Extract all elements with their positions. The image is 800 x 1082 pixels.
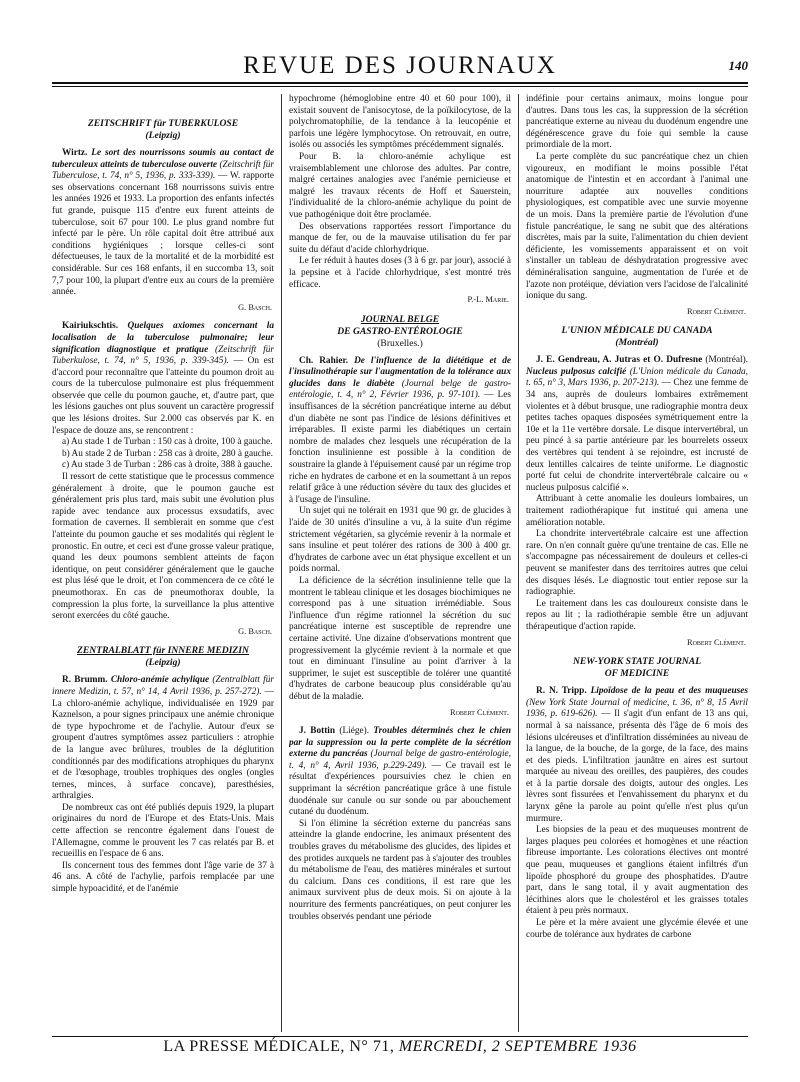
citation: (Zeitschrift für Tuberculose, t. 74, n° 5, 1936, p. 333-339). [52, 159, 274, 182]
journal-title-line2: DE GASTRO-ENTÉROLOGIE [337, 325, 463, 337]
running-title: REVUE DES JOURNAUX [243, 52, 557, 79]
page-footer [52, 1038, 748, 1064]
signature: P.-L. Marie. [467, 295, 509, 305]
abstract-text: — On est d'accord pour reconnaître que l'atteinte du poumon droit au cours de la tuberculose pulmonaire est plus fréquemment observée que celle du poumon gauche, et, d'autre part, que les lésions gauches ont plus souvent un caractère progressif que les lésions droites. Sur 2.000 cas observés par K. en l'espace de douze ans, se rencontrent : [52, 356, 274, 436]
citation: (Zeitschrift für Tuberkulose, t. 74, n° 5, 1936, p. 339-345). [52, 344, 274, 367]
abstract-text: Il ressort de cette statistique que le processus commence généralement à droite, que le poumon gauche est généralement pris plus tard, mais subit une évolution plus rapide avec tendance aux processus exsudatifs, avec formation de cavernes. Il semblerait en somme que c'est l'atteinte du poumon gauche et ses modalités qui règlent le pronostic. En outre, et ceci est d'une grosse valeur pratique, quand les deux poumons semblent atteints de façon identique, on peut considérer généralement que le gauche est plus lésé que le droit, et l'on commencera de ce côté le pneumothorax. En cas de pneumothorax double, la compression la plus forte, la surveillance la plus attentive seront exercées du côté gauche. [52, 472, 274, 622]
author: Wirtz. [62, 148, 88, 158]
footer-date: MERCREDI, 2 SEPTEMBRE 1936 [398, 1038, 637, 1055]
citation: (Journal belge de gastro-entérologie, t. 4, n° 2, Février 1936, p. 97-101). [289, 378, 511, 401]
signature: G. Basch. [238, 302, 272, 312]
author-location: (Montréal). [705, 355, 748, 366]
page-number: 140 [728, 58, 748, 73]
article-title: Le sort des nourrissons soumis au contact de tuberculeux atteints de tuberculose ouverte [52, 148, 274, 170]
footer-journal: LA PRESSE MÉDICALE, N° 71, [163, 1038, 395, 1055]
column-1 [52, 94, 274, 1032]
article-title: Nucleus pulposus calcifié [526, 366, 627, 377]
abstract [526, 686, 748, 825]
signature: Robert Clément. [687, 637, 746, 647]
author: Kairiukschtis. [62, 321, 119, 332]
abstract-text: — Il s'agit d'un enfant de 13 ans qui, normal à sa naissance, présenta dès l'âge de 6 mois des lésions ulcéreuses et d'infiltration disséminées au niveau de la langue, de la bouche, de la gorge, de la face, des mains et des pieds. L'infiltration jaunâtre en aires est surtout marquée au niveau des oreilles, des paupières, des coudes et à la partie dorsale des doigts, autour des ongles. Les lèvres sont fissurées et l'envahissement du pharynx et du larynx gêne la parole au point qu'elle n'est plus qu'un murmure. [526, 709, 748, 824]
author-location: (Liége). [339, 726, 370, 737]
citation: (Journal belge de gastro-entérologie, t. 4, n° 4, Avril 1936, p.229-249). [289, 749, 511, 771]
column-divider [281, 94, 282, 1032]
column-divider [518, 94, 519, 1032]
abstract-text: — Ce travail est le résultat d'expériences poursuivies chez le chien en supprimant la sécrétion pancréatique grâce à une fistule duodénale sur canule ou sur sonde ou par abouchement cutané du duodénum. [289, 760, 511, 818]
stage-list [52, 437, 274, 472]
abstract-text: Pour B. la chloro-anémie achylique est vraisemblablement une chlorose des adultes. Par contre, malgré certaines analogies avec l'anémie pernicieuse et malgré les travaux récents de Hoff et Sauerstein, l'individualité de la chloro-anémie achylique du point de vue pathogénique doit être proclamée. [289, 151, 511, 220]
header-rule [52, 86, 748, 87]
journal-title: NEW-YORK STATE JOURNAL [572, 656, 702, 668]
journal-title-line2: OF MEDICINE [604, 668, 670, 680]
article-title: Quelques axiomes concernant la localisation de la tuberculose pulmonaire; leur signification diagnostique et pratique [52, 321, 274, 355]
citation: (New York State Journal of medicine, t. 36, n° 8, 15 Avril 1936, p. 619-626). [526, 697, 748, 720]
list-item: c) Au stade 3 de Turban : 286 cas à droite, 388 à gauche. [62, 460, 273, 471]
list-item: b) Au stade 2 de Turban : 258 cas à droite, 280 à gauche. [62, 448, 273, 459]
abstract-text: Les biopsies de la peau et des muqueuses montrent de larges plaques peu colorées et homogènes et une réaction fibreuse importante. Les colorations électives ont montré que peau, muqueuses et ganglions étaient infiltrés d'un lipoïde phosphoré du groupe des phosphatides. D'autre part, dans le sang total, il y avait augmentation des lécithines alors que le cholestérol et les graisses totales étaient à peu près normaux. [526, 825, 748, 917]
abstract-text: Attribuant à cette anomalie les douleurs lombaires, un traitement radiothérapique fut institué qui amena une amélioration notable. [526, 494, 748, 528]
abstract [52, 675, 274, 803]
abstract-text: De nombreux cas ont été publiés depuis 1929, la plupart originaires du nord de l'Europe et des Etats-Unis. Mais cette affection se rencontre également dans l'ouest de l'Allemagne, comme le prouvent les 7 cas relatés par B. et recueillis en l'espace de 6 ans. [52, 802, 274, 860]
citation: (Zentralblatt für innere Medizin, t. 57, n° 14, 4 Avril 1936, p. 257-272). [52, 675, 274, 697]
journal-location: (Montréal) [615, 337, 659, 349]
abstract-text: La déficience de la sécrétion insulinienne telle que la montrent le tableau clinique et les dosages biochimiques ne correspond pas à une situation irrémédiable. Sous l'influence d'un régime rationnel la sécrétion du suc pancréatique interne est susceptible de reprendre une certaine activité. Une dizaine d'observations montrent que progressivement la glycémie revient à la normale et que tout en diminuant l'insuline au point d'arriver à la supprimer, le sujet est susceptible de tolérer une quantité d'hydrates de carbone beaucoup plus considérable qu'au début de la maladie. [289, 575, 511, 702]
abstract-text: Des observations rapportées ressort l'importance du manque de fer, ou de la mauvaise utilisation du fer par suite du défaut d'acide chlorhydrique. [289, 221, 511, 255]
journal-location: (Bruxelles.) [377, 337, 423, 349]
author: R. N. Tripp. [536, 686, 587, 697]
author: Ch. Rahier. [299, 355, 349, 366]
signature: Robert Clément. [450, 707, 509, 717]
abstract [52, 148, 274, 299]
column-3 [526, 94, 748, 1032]
abstract-text: Le père et la mère avaient une glycémie élevée et une courbe de tolérance aux hydrates de carbone [526, 918, 748, 940]
abstract [52, 321, 274, 437]
article-title: Troubles déterminés chez le chien par la suppression ou la perte complète de la sécrétion externe du pancréas [289, 726, 511, 760]
abstract-text: Un sujet qui ne tolérait en 1931 que 90 gr. de glucides à l'aide de 30 unités d'insuline a vu, à la suite d'un régime strictement végétarien, sa glycémie revenir à la normale et sans insuline et peut tolérer des rations de 300 à 400 gr. d'hydrates de carbone avec un état physique excellent et un poids normal. [289, 506, 511, 575]
journal-location: (Leipzig) [145, 657, 181, 669]
abstract-text: — Les insuffisances de la sécrétion pancréatique interne au début d'un diabète ne sont pas l'indice de lésions définitives et irréparables. Il existe parmi les diabétiques un certain nombre de malades chez lesquels une récupération de la fonction insulinienne est possible à la condition de soustraire la glande à l'épuisement causé par un régime trop riche en hydrates de carbone et en la soumettant à un repos relatif grâce à une réduction sévère du taux des glucides et à l'usage de l'insuline. [289, 390, 511, 505]
author: J. Bottin [299, 726, 336, 737]
author: R. Brumm. [62, 675, 108, 686]
abstract-text: Si l'on élimine la sécrétion externe du pancréas sans atteindre la glande endocrine, les animaux présentent des troubles graves du métabolisme des glucides, des lipides et des protides auxquels ne tardent pas à s'ajouter des troubles du métabolisme de l'eau, des matières minérales et surtout du calcium. Dans ces conditions, il est rare que les animaux survivent plus de deux mois. Si on ajoute à la nourriture des ferments pancréatiques, on peut conjurer les troubles observés pendant une période [289, 818, 511, 922]
journal-title: JOURNAL BELGE [360, 313, 440, 325]
journal-title: ZENTRALBLATT für INNERE MEDIZIN [77, 645, 249, 657]
abstract-text: Le fer réduit à hautes doses (3 à 6 gr. par jour), associé à la pepsine et à l'acide chlorhydrique, s'est montré très efficace. [289, 256, 511, 290]
abstract-text: Le traitement dans les cas douloureux consiste dans le repos au lit ; la radiothérapie semble être un adjuvant thérapeutique d'action rapide. [526, 598, 748, 632]
abstract [289, 356, 511, 507]
article-title: De l'influence de la diététique et de l'insulinothérapie sur l'augmentation de la tolérance aux glucides dans le diabète [289, 355, 511, 389]
abstract-text: — La chloro-anémie achylique, individualisée en 1929 par Kaznelson, a pour signes principaux une anémie chronique de type hypochrome et de l'achylie. Autour d'eux se groupent d'autres symptômes assez particuliers : atrophie de la langue avec brûlures, troubles de la déglutition conditionnés par des modifications atrophiques du pharynx et de l'œsophage, troubles trophiques des ongles (ongles ternes, minces, à surface concave), paresthésies, arthralgies. [52, 686, 274, 802]
footer-rule [52, 1036, 748, 1037]
abstract-text: — W. rapporte ses observations concernant 168 nourrissons suivis entre les années 1926 et 1933. La proportion des enfants infectés fut grande, puisque 115 d'entre eux furent atteints de tuberculose, soit 67 pour 100. Le plus grand nombre fut infecté par le père. Un rôle capital doit être attribué aux conditions hygiéniques ; lorsque celles-ci sont défectueuses, le taux de la mortalité et de la morbidité est considérable. Sur ces 168 enfants, il en succomba 13, soit 7,7 pour 100, la plupart d'entre eux au cours de la première année. [52, 171, 274, 298]
signature: Robert Clément. [687, 306, 746, 316]
abstract-text: — Chez une femme de 34 ans, auprès de douleurs lombaires extrêmement violentes et à début brusque, une radiographie montra deux petites taches opaques disposées symétriquement entre la 10e et la 11e vertèbre dorsale. Le disque intervertébral, un peu pincé à sa partie antérieure par les bourrelets osseux des vertèbres qui tendent à se rejoindre, est incrusté de deux lentilles calcaires de teinte uniforme. Le diagnostic porté fut celui de chondrite intervertébrale calcaire ou « nucleus pulposus calcifié ». [526, 378, 748, 493]
journal-title: L'UNION MÉDICALE DU CANADA [561, 325, 713, 337]
journal-location: (Leipzig) [145, 130, 181, 141]
journal-title: ZEITSCHRIFT für TUBERKULOSE [87, 118, 239, 129]
abstract-text: indéfinie pour certains animaux, moins longue pour d'autres. Dans tous les cas, la suppression de la sécrétion pancréatique externe au niveau du duodénum engendre une dégénérescence grave du foie qui semble la cause primordiale de la mort. [526, 94, 748, 151]
page-header [52, 50, 748, 84]
citation: (L'Union médicale du Canada, t. 65, n° 3, Mars 1936, p. 207-213). [526, 366, 748, 389]
columns [52, 94, 748, 1032]
article-title: Chloro-anémie achylique [110, 675, 210, 686]
abstract-text: La chondrite intervertébrale calcaire est une affection rare. On n'en connaît guère qu'une trentaine de cas. Elle ne s'accompagne pas nécessairement de douleurs et celles-ci peuvent se manifester dans des territoires autres que celui des disques lésés. Le diagnostic tout entier repose sur la radiographie. [526, 529, 748, 598]
column-2 [289, 94, 511, 1032]
abstract-text: La perte complète du suc pancréatique chez un chien vigoureux, en modifiant le moins possible l'état anatomique de l'intestin et en accordant à l'animal une nourriture adaptée aux nouvelles conditions physiologiques, est compatible avec une survie moyenne de un mois. Dans la première partie de l'évolution d'une fistule pancréatique, le sang ne subit que des altérations discrètes, mais par la suite, l'alimentation du chien devient déficiente, les vomissements apparaissent et on voit s'installer un tableau de déshydratation progressive avec déminéralisation sanguine, augmentation de l'urée et de l'azote non protéique, déviation vers l'acidose de l'alcalinité ionique du sang. [526, 151, 748, 302]
abstract-text: Ils concernent tous des femmes dont l'âge varie de 37 à 46 ans. A côté de l'achylie, parfois remplacée par une simple hypoacidité, et de l'anémie [52, 860, 274, 895]
signature: G. Basch. [238, 626, 272, 636]
list-item: a) Au stade 1 de Turban : 150 cas à droite, 100 à gauche. [62, 437, 273, 448]
author: J. E. Gendreau, A. Jutras et O. Dufresne [536, 355, 703, 366]
article-title: Lipoïdose de la peau et des muqueuses [590, 686, 748, 697]
abstract [526, 355, 748, 494]
abstract [289, 726, 511, 819]
abstract-text: hypochrome (hémoglobine entre 40 et 60 pour 100), il existait souvent de l'anisocytose, de la poïkilocytose, de la polychromatophilie, de la tendance à la leucopénie et parfois une légère lymphocytose. On retrouvait, en outre, isolés ou associés les symptômes précédemment signalés. [289, 94, 511, 151]
